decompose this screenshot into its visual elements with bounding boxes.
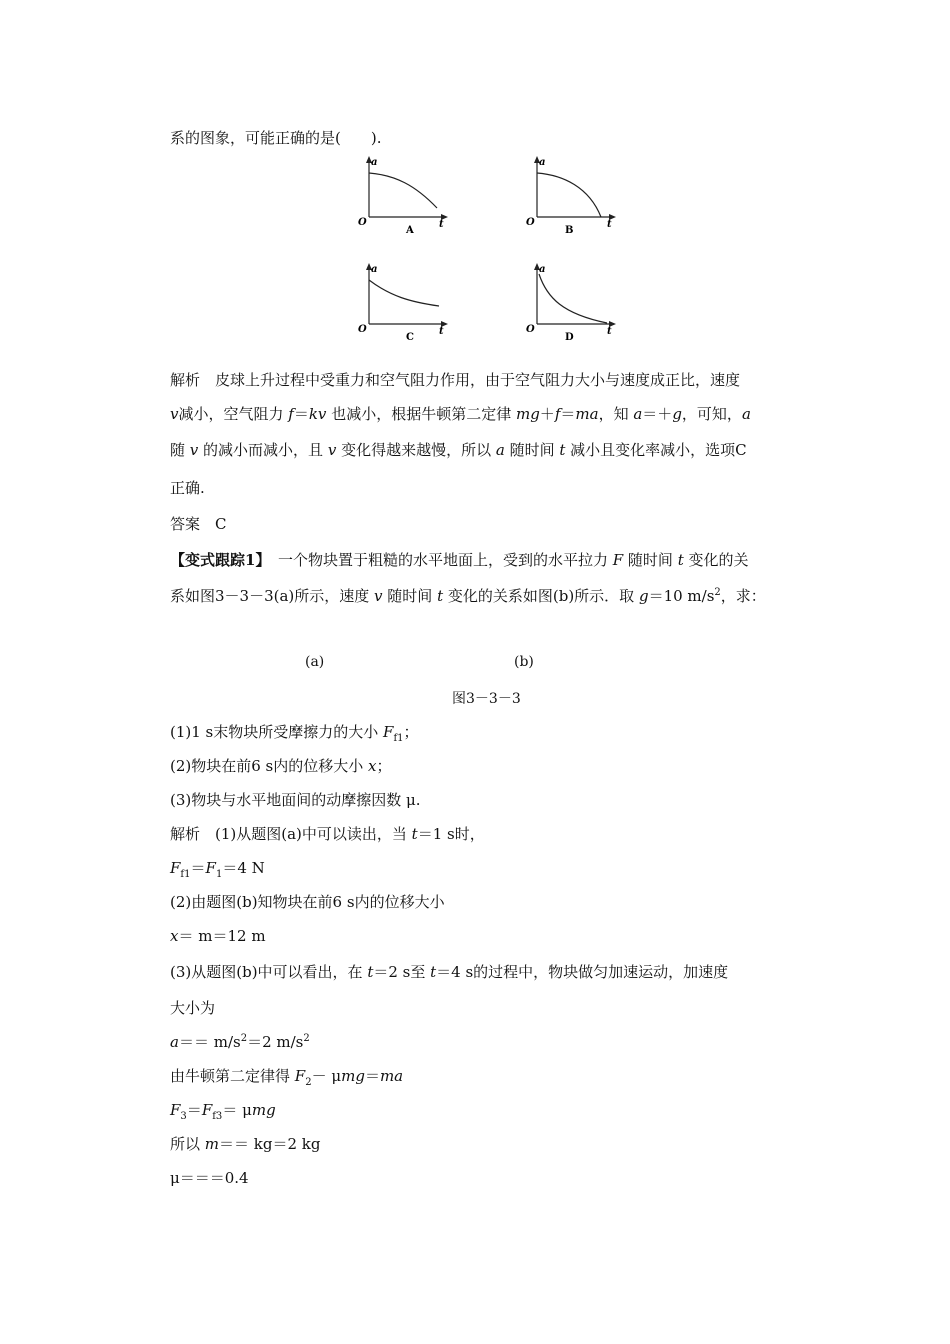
graph-d-origin: O (526, 324, 535, 335)
graph-c-x-label: t (439, 326, 444, 337)
graph-d-x-label: t (607, 326, 612, 337)
solution-line6: 大小为 (170, 999, 216, 1017)
question-2: (2)物块在前6 s内的位移大小 x； (170, 757, 392, 775)
graph-d-y-label: a (539, 264, 546, 275)
solution-line7: $a== m/s^2=2$ $m/s^2$ (170, 1033, 310, 1051)
graph-d-label: D (565, 332, 574, 343)
solution-line8: 由牛顿第二定律得 $F_2- \mu mg=ma$ (170, 1067, 404, 1088)
solution-line1: 解析 (1)从题图(a)中可以读出，当 t＝1 s时， (170, 825, 485, 843)
graph-a-origin: O (358, 217, 367, 228)
graph-a-x-label: t (439, 219, 444, 230)
graph-c (355, 262, 455, 347)
graph-a-y-label: a (371, 157, 378, 168)
question-1: (1)1 s末物块所受摩擦力的大小 $F_{f1}$； (170, 723, 419, 744)
solution-line2: $F_{f1}=F_1=4$ N (170, 859, 265, 880)
analysis1-line2: v减小，空气阻力 f＝kv 也减小，根据牛顿第二定律 mg＋f＝ma，知 a＝＋g，可知，a (170, 405, 751, 423)
graph-b-origin: O (526, 217, 535, 228)
solution-line5: (3)从题图(b)中可以看出，在 t＝2 s至 t＝4 s的过程中，物块做匀加速运动，加速度 (170, 963, 729, 981)
intro-line: 系的图象，可能正确的是( ). (170, 129, 382, 147)
variant-line2: 系如图3－3－3(a)所示，速度 v 随时间 t 变化的关系如图(b)所示．取 g＝10 $m/s^2$，求： (170, 587, 766, 605)
solution-line4: x＝ m＝12 m (170, 927, 266, 945)
fig-label-b: (b) (514, 654, 534, 670)
graph-c-label: C (406, 332, 414, 343)
analysis1-line1: 解析 皮球上升过程中受重力和空气阻力作用，由于空气阻力大小与速度成正比，速度 (170, 371, 741, 389)
graph-d (523, 262, 623, 347)
graph-b-y-label: a (539, 157, 546, 168)
graph-b (523, 155, 623, 240)
graph-a (355, 155, 455, 240)
graph-c-origin: O (358, 324, 367, 335)
solution-line9: $F_3=F_{f3}= \mu mg$ (170, 1101, 276, 1122)
analysis1-line3: 随 v 的减小而减小，且 v 变化得越来越慢，所以 a 随时间 t 减小且变化率减小，选项C (170, 441, 747, 459)
graph-c-y-label: a (371, 264, 378, 275)
solution-line3: (2)由题图(b)知物块在前6 s内的位移大小 (170, 893, 445, 911)
variant-line1: 【变式跟踪1】 一个物块置于粗糙的水平地面上，受到的水平拉力 F 随时间 t 变化的关 (170, 551, 749, 569)
fig-label-a: (a) (305, 654, 325, 670)
graph-a-label: A (406, 225, 414, 236)
analysis1-line4: 正确. (170, 479, 205, 497)
figure-caption: 图3－3－3 (452, 691, 521, 707)
solution-line11: μ＝＝＝0.4 (170, 1169, 249, 1187)
answer1: 答案 C (170, 515, 227, 533)
question-3: (3)物块与水平地面间的动摩擦因数 μ. (170, 791, 421, 809)
solution-line10: 所以 m＝＝ kg＝2 kg (170, 1135, 321, 1153)
graph-b-label: B (565, 225, 574, 236)
graph-b-x-label: t (607, 219, 612, 230)
